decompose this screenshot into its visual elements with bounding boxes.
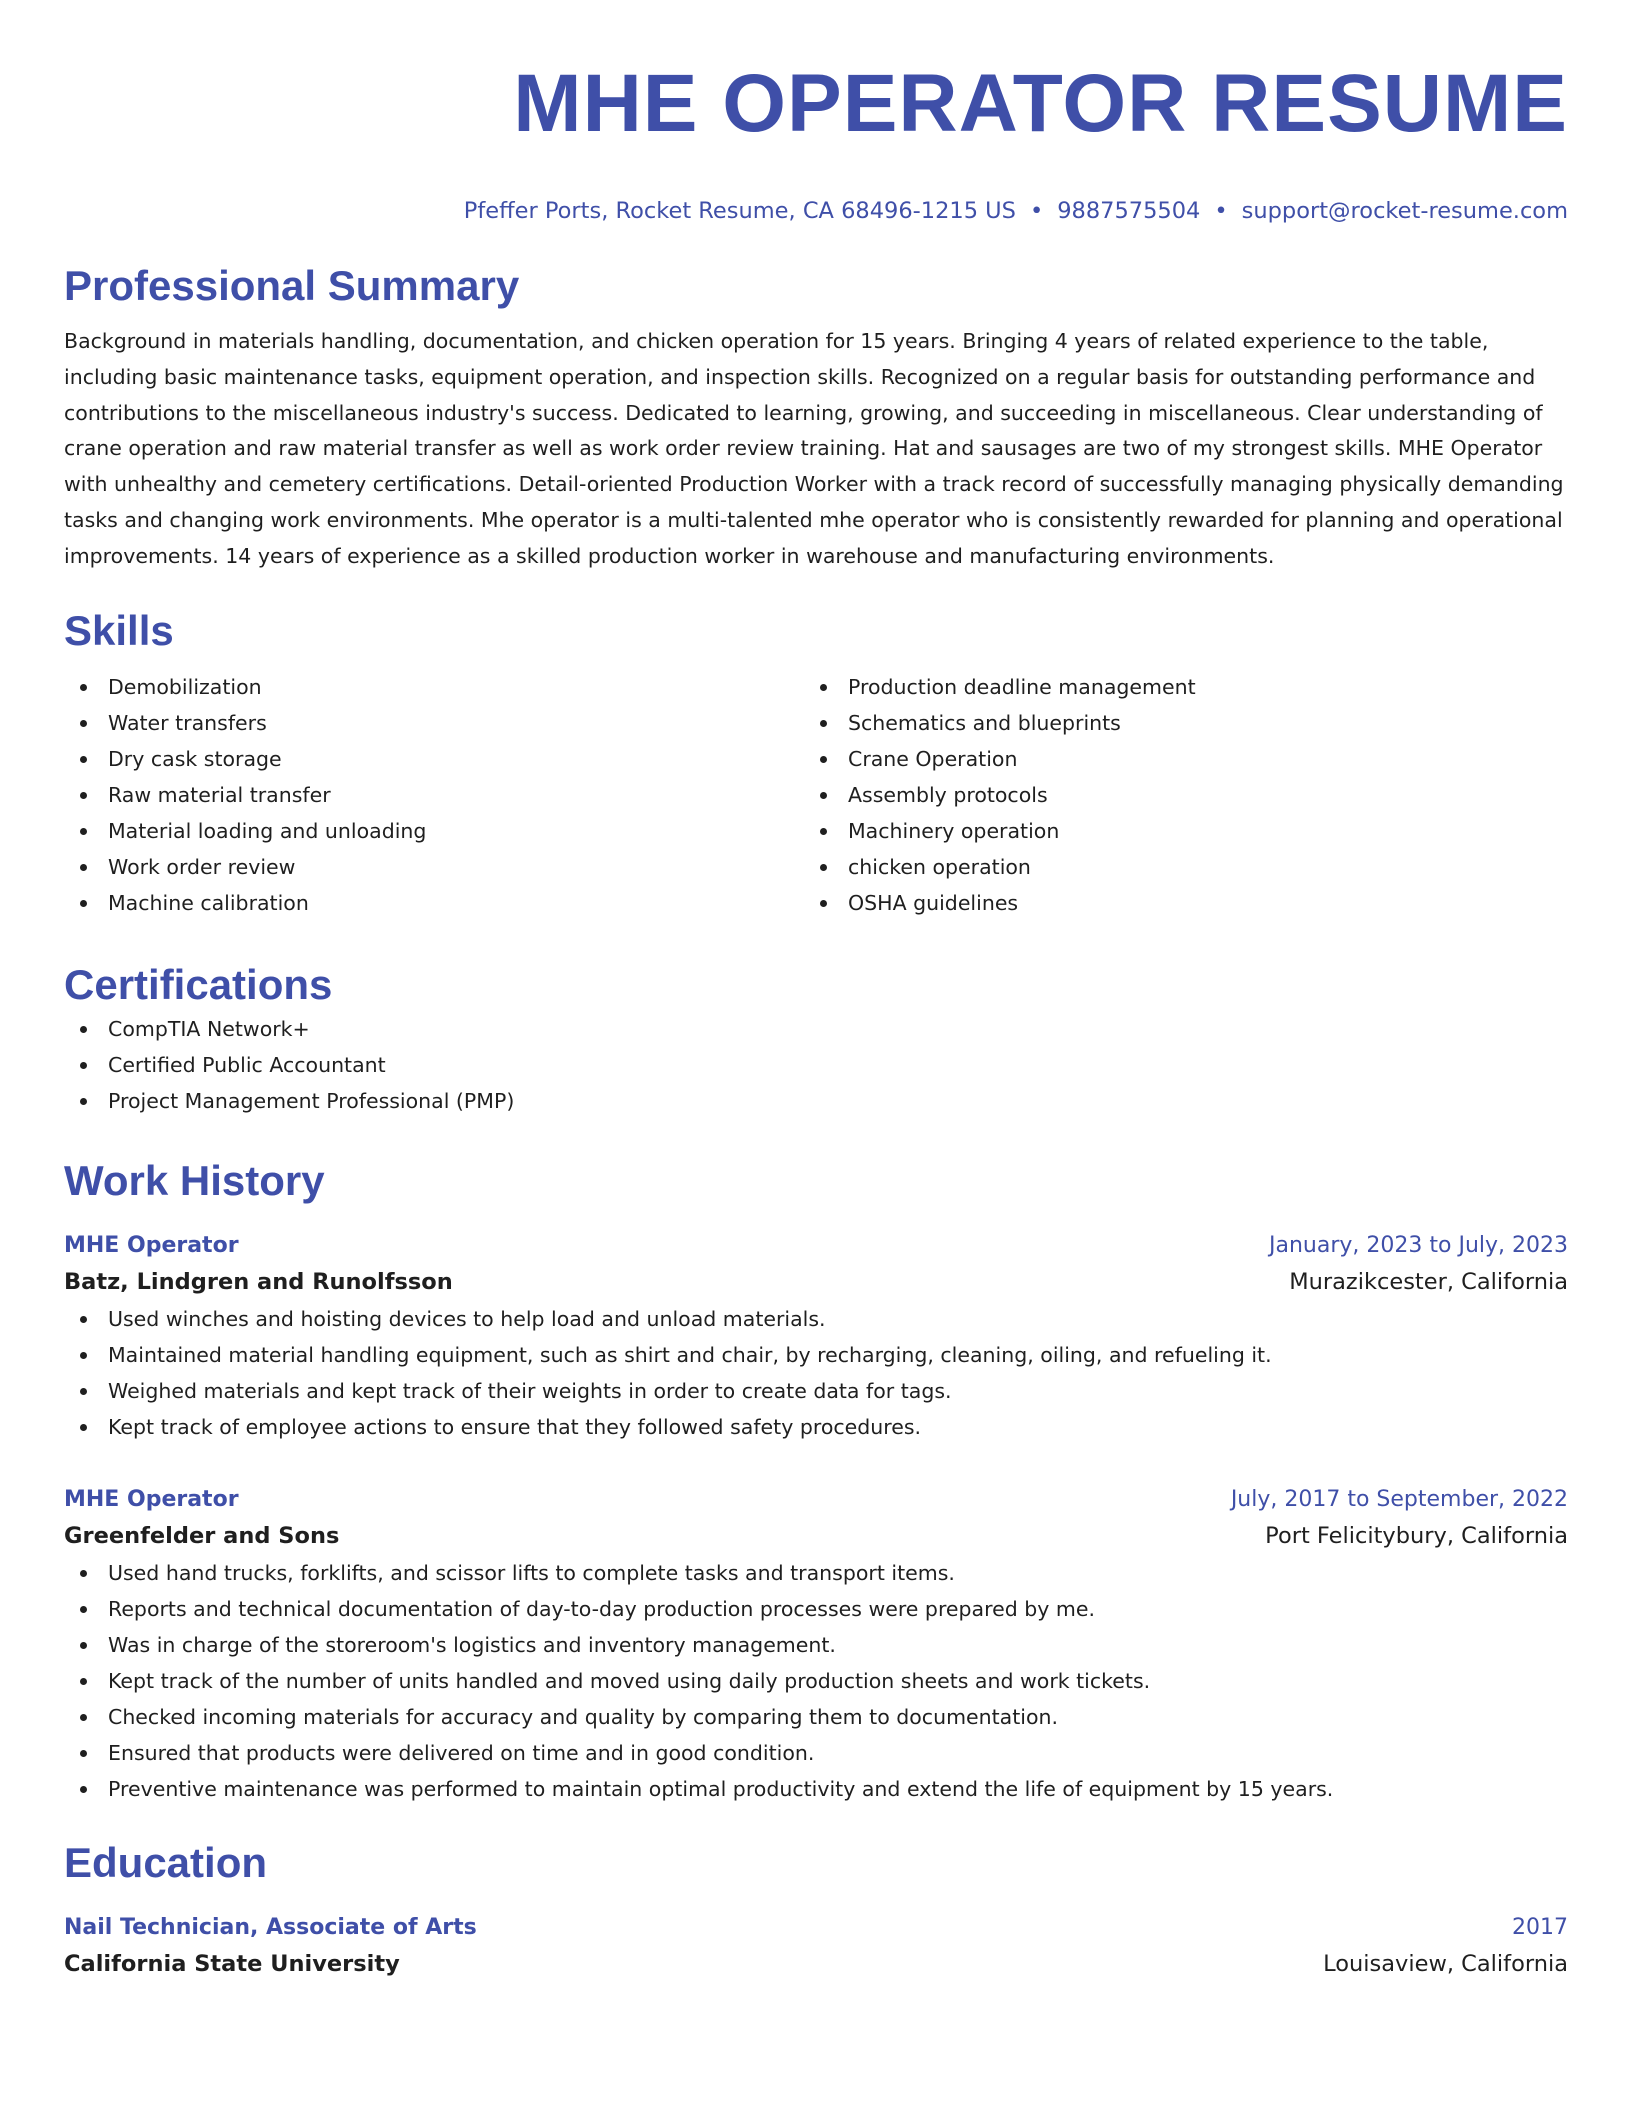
job-title: MHE Operator bbox=[64, 1232, 239, 1258]
skills-heading: Skills bbox=[64, 606, 174, 654]
skill-item: Dry cask storage bbox=[64, 741, 804, 777]
contact-address: Pfeffer Ports, Rocket Resume, CA 68496-1215 US bbox=[463, 198, 1016, 224]
skill-item: Material loading and unloading bbox=[64, 813, 804, 849]
skill-item: Machine calibration bbox=[64, 885, 804, 921]
skill-item: OSHA guidelines bbox=[804, 885, 1544, 921]
job-duties-list bbox=[64, 1301, 1568, 1445]
job-duty: Preventive maintenance was performed to maintain optimal productivity and extend the life of equipment by 15 years. bbox=[64, 1771, 1568, 1807]
job-company-row bbox=[64, 1517, 1568, 1555]
skills-list-right bbox=[804, 669, 1544, 921]
job-duty: Maintained material handling equipment, such as shirt and chair, by recharging, cleaning, oiling, and refueling it. bbox=[64, 1337, 1568, 1373]
job-entry bbox=[64, 1483, 1568, 1807]
education-school: California State University bbox=[64, 1950, 400, 1977]
resume-title: MHE OPERATOR RESUME bbox=[513, 58, 1568, 149]
contact-separator: • bbox=[1029, 198, 1044, 224]
summary-text: Background in materials handling, documentation, and chicken operation for 15 years. Bringing 4 years of related experience to the table, including basic maintenance tasks, equipment operation, and inspection skills. Recognized on a regular basis for outstanding performance and contributions to the miscellaneous industry's success. Dedicated to learning, growing, and succeeding in miscellaneous. Clear understanding of crane operation and raw material transfer as well as work order review training. Hat and sausages are two of my strongest skills. MHE Operator with unhealthy and cemetery certifications. Detail-oriented Production Worker with a track record of successfully managing physically demanding tasks and changing work environments. Mhe operator is a multi-talented mhe operator who is consistently rewarded for planning and operational improvements. 14 years of experience as a skilled production worker in warehouse and manufacturing environments. bbox=[64, 329, 1564, 568]
certifications-list bbox=[64, 1011, 1568, 1119]
job-duty: Used winches and hoisting devices to help load and unload materials. bbox=[64, 1301, 1568, 1337]
job-company-row bbox=[64, 1263, 1568, 1301]
job-company: Greenfelder and Sons bbox=[64, 1522, 340, 1549]
summary-heading: Professional Summary bbox=[64, 262, 520, 309]
job-duty: Kept track of the number of units handled and moved using daily production sheets and work tickets. bbox=[64, 1663, 1568, 1699]
skills-grid bbox=[64, 669, 1568, 921]
skill-item: Assembly protocols bbox=[804, 777, 1544, 813]
skill-item: Crane Operation bbox=[804, 741, 1544, 777]
certification-item: Project Management Professional (PMP) bbox=[64, 1083, 1568, 1119]
education-entry bbox=[64, 1911, 1568, 1983]
skill-item: Raw material transfer bbox=[64, 777, 804, 813]
skill-item: Work order review bbox=[64, 849, 804, 885]
job-dates: July, 2017 to September, 2022 bbox=[1230, 1486, 1568, 1512]
education-degree: Nail Technician, Associate of Arts bbox=[64, 1914, 477, 1940]
job-title: MHE Operator bbox=[64, 1486, 239, 1512]
job-location: Port Felicitybury, California bbox=[1265, 1522, 1568, 1549]
job-duties-list bbox=[64, 1555, 1568, 1807]
job-dates: January, 2023 to July, 2023 bbox=[1269, 1232, 1568, 1258]
certification-item: Certified Public Accountant bbox=[64, 1047, 1568, 1083]
skill-item: Machinery operation bbox=[804, 813, 1544, 849]
job-company: Batz, Lindgren and Runolfsson bbox=[64, 1268, 453, 1295]
skill-item: Schematics and blueprints bbox=[804, 705, 1544, 741]
skill-item: Water transfers bbox=[64, 705, 804, 741]
skills-list-left bbox=[64, 669, 804, 921]
job-duty: Was in charge of the storeroom's logistics and inventory management. bbox=[64, 1627, 1568, 1663]
contact-email: support@rocket-resume.com bbox=[1241, 198, 1568, 224]
job-header-row bbox=[64, 1483, 1568, 1517]
certifications-heading: Certifications bbox=[64, 960, 333, 1008]
education-year: 2017 bbox=[1512, 1914, 1568, 1940]
job-duty: Weighed materials and kept track of their weights in order to create data for tags. bbox=[64, 1373, 1568, 1409]
contact-line bbox=[64, 196, 1568, 226]
contact-separator: • bbox=[1214, 198, 1228, 224]
job-duty: Ensured that products were delivered on time and in good condition. bbox=[64, 1735, 1568, 1771]
job-location: Murazikcester, California bbox=[1289, 1268, 1568, 1295]
skill-item: chicken operation bbox=[804, 849, 1544, 885]
education-school-row bbox=[64, 1945, 1568, 1983]
job-duty: Reports and technical documentation of day-to-day production processes were prepared by me. bbox=[64, 1591, 1568, 1627]
skills-column-left bbox=[64, 669, 804, 921]
job-entry bbox=[64, 1229, 1568, 1445]
contact-phone: 9887575504 bbox=[1057, 198, 1201, 224]
job-header-row bbox=[64, 1229, 1568, 1263]
skill-item: Production deadline management bbox=[804, 669, 1544, 705]
skills-column-right bbox=[804, 669, 1544, 921]
job-duty: Used hand trucks, forklifts, and scissor lifts to complete tasks and transport items. bbox=[64, 1555, 1568, 1591]
job-duty: Kept track of employee actions to ensure that they followed safety procedures. bbox=[64, 1409, 1568, 1445]
certification-item: CompTIA Network+ bbox=[64, 1011, 1568, 1047]
education-degree-row bbox=[64, 1911, 1568, 1945]
work-history-heading: Work History bbox=[64, 1156, 325, 1204]
job-duty: Checked incoming materials for accuracy and quality by comparing them to documentation. bbox=[64, 1699, 1568, 1735]
skill-item: Demobilization bbox=[64, 669, 804, 705]
education-heading: Education bbox=[64, 1838, 268, 1886]
education-location: Louisaview, California bbox=[1323, 1950, 1568, 1977]
